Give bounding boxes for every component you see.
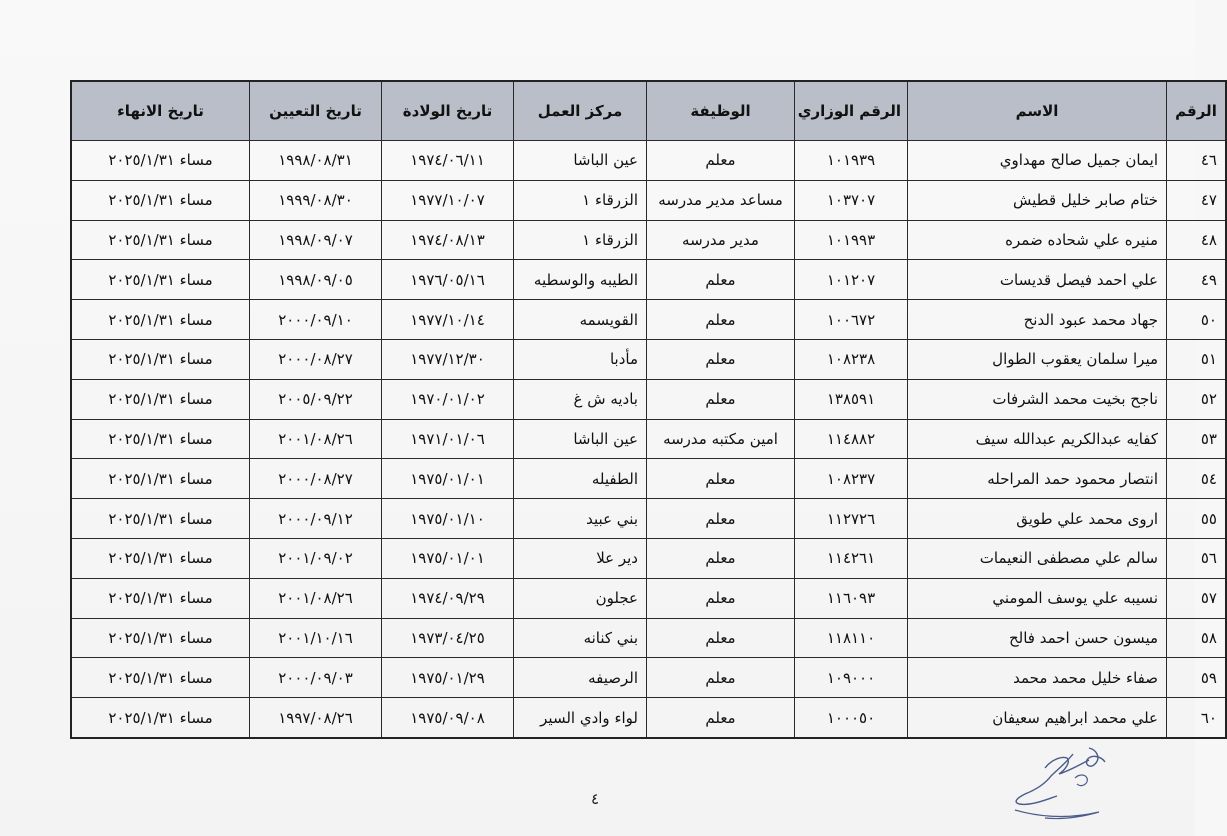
cell-end-date: مساء ٢٠٢٥/١/٣١	[71, 220, 250, 260]
cell-end-date: مساء ٢٠٢٥/١/٣١	[71, 260, 250, 300]
cell-birth-date: ١٩٧٥/٠١/٠١	[382, 538, 514, 578]
table-body	[71, 141, 1226, 738]
cell-ministry-no: ١٠٨٢٣٧	[795, 459, 908, 499]
cell-appointment-date: ١٩٩٨/٠٨/٣١	[250, 141, 382, 181]
cell-ministry-no: ١١٤٨٨٢	[795, 419, 908, 459]
cell-num: ٥٥	[1167, 499, 1227, 539]
cell-job: امين مكتبه مدرسه	[647, 419, 795, 459]
cell-job: معلم	[647, 658, 795, 698]
cell-job: معلم	[647, 698, 795, 738]
cell-appointment-date: ١٩٩٩/٠٨/٣٠	[250, 180, 382, 220]
table-row	[71, 618, 1226, 658]
table-row	[71, 260, 1226, 300]
cell-job: معلم	[647, 300, 795, 340]
cell-num: ٥٦	[1167, 538, 1227, 578]
cell-appointment-date: ٢٠٠١/٠٩/٠٢	[250, 538, 382, 578]
table-row	[71, 698, 1226, 738]
cell-end-date: مساء ٢٠٢٥/١/٣١	[71, 698, 250, 738]
cell-job: معلم	[647, 538, 795, 578]
cell-name: انتصار محمود حمد المراحله	[908, 459, 1167, 499]
cell-appointment-date: ٢٠٠٠/٠٩/١٢	[250, 499, 382, 539]
table-row	[71, 658, 1226, 698]
cell-work-center: مأدبا	[514, 339, 647, 379]
cell-birth-date: ١٩٧٥/٠٩/٠٨	[382, 698, 514, 738]
cell-ministry-no: ١١٦٠٩٣	[795, 578, 908, 618]
cell-birth-date: ١٩٧٣/٠٤/٢٥	[382, 618, 514, 658]
cell-num: ٥٢	[1167, 379, 1227, 419]
cell-birth-date: ١٩٧٤/٠٩/٢٩	[382, 578, 514, 618]
cell-appointment-date: ٢٠٠٠/٠٨/٢٧	[250, 459, 382, 499]
cell-ministry-no: ١٠٩٠٠٠	[795, 658, 908, 698]
cell-job: معلم	[647, 379, 795, 419]
table-row	[71, 220, 1226, 260]
cell-job: معلم	[647, 618, 795, 658]
cell-job: معلم	[647, 459, 795, 499]
cell-end-date: مساء ٢٠٢٥/١/٣١	[71, 339, 250, 379]
cell-birth-date: ١٩٧٥/٠١/٠١	[382, 459, 514, 499]
cell-ministry-no: ١١٢٧٢٦	[795, 499, 908, 539]
cell-appointment-date: ٢٠٠١/١٠/١٦	[250, 618, 382, 658]
table-row	[71, 499, 1226, 539]
cell-name: ميسون حسن احمد فالح	[908, 618, 1167, 658]
handwritten-signature	[1005, 740, 1115, 825]
cell-ministry-no: ١٠١٩٩٣	[795, 220, 908, 260]
table-header	[71, 81, 1226, 141]
cell-birth-date: ١٩٧٠/٠١/٠٢	[382, 379, 514, 419]
cell-birth-date: ١٩٧٥/٠١/١٠	[382, 499, 514, 539]
cell-work-center: عين الباشا	[514, 419, 647, 459]
cell-job: مساعد مدير مدرسه	[647, 180, 795, 220]
cell-end-date: مساء ٢٠٢٥/١/٣١	[71, 578, 250, 618]
cell-birth-date: ١٩٧٥/٠١/٢٩	[382, 658, 514, 698]
cell-name: جهاد محمد عبود الدنح	[908, 300, 1167, 340]
table-row	[71, 419, 1226, 459]
cell-birth-date: ١٩٧٤/٠٨/١٣	[382, 220, 514, 260]
cell-work-center: الزرقاء ١	[514, 220, 647, 260]
cell-end-date: مساء ٢٠٢٥/١/٣١	[71, 180, 250, 220]
header-birth-date: تاريخ الولادة	[382, 81, 514, 141]
cell-end-date: مساء ٢٠٢٥/١/٣١	[71, 141, 250, 181]
cell-work-center: لواء وادي السير	[514, 698, 647, 738]
cell-num: ٥٩	[1167, 658, 1227, 698]
cell-appointment-date: ٢٠٠٥/٠٩/٢٢	[250, 379, 382, 419]
cell-name: كفايه عبدالكريم عبدالله سيف	[908, 419, 1167, 459]
cell-name: صفاء خليل محمد محمد	[908, 658, 1167, 698]
cell-appointment-date: ١٩٩٧/٠٨/٢٦	[250, 698, 382, 738]
page-number: ٤	[590, 790, 600, 808]
cell-job: مدير مدرسه	[647, 220, 795, 260]
cell-num: ٤٨	[1167, 220, 1227, 260]
table-row	[71, 339, 1226, 379]
header-row	[71, 81, 1226, 141]
cell-appointment-date: ١٩٩٨/٠٩/٠٥	[250, 260, 382, 300]
cell-ministry-no: ١١٤٢٦١	[795, 538, 908, 578]
table-row	[71, 300, 1226, 340]
cell-ministry-no: ١٠٣٧٠٧	[795, 180, 908, 220]
cell-num: ٤٦	[1167, 141, 1227, 181]
cell-birth-date: ١٩٧١/٠١/٠٦	[382, 419, 514, 459]
employees-table	[70, 80, 1227, 739]
cell-work-center: دير علا	[514, 538, 647, 578]
cell-num: ٥٠	[1167, 300, 1227, 340]
cell-appointment-date: ٢٠٠١/٠٨/٢٦	[250, 419, 382, 459]
cell-work-center: عين الباشا	[514, 141, 647, 181]
cell-birth-date: ١٩٧٦/٠٥/١٦	[382, 260, 514, 300]
cell-appointment-date: ٢٠٠٠/٠٨/٢٧	[250, 339, 382, 379]
cell-num: ٥٤	[1167, 459, 1227, 499]
cell-work-center: الزرقاء ١	[514, 180, 647, 220]
cell-ministry-no: ١٣٨٥٩١	[795, 379, 908, 419]
cell-name: علي احمد فيصل قديسات	[908, 260, 1167, 300]
cell-ministry-no: ١٠٠٦٧٢	[795, 300, 908, 340]
table-row	[71, 141, 1226, 181]
cell-ministry-no: ١٠١٢٠٧	[795, 260, 908, 300]
cell-end-date: مساء ٢٠٢٥/١/٣١	[71, 499, 250, 539]
cell-num: ٥١	[1167, 339, 1227, 379]
cell-end-date: مساء ٢٠٢٥/١/٣١	[71, 379, 250, 419]
cell-work-center: بني كنانه	[514, 618, 647, 658]
cell-ministry-no: ١٠٨٢٣٨	[795, 339, 908, 379]
cell-work-center: بني عبيد	[514, 499, 647, 539]
cell-name: منيره علي شحاده ضمره	[908, 220, 1167, 260]
header-job: الوظيفة	[647, 81, 795, 141]
cell-name: ايمان جميل صالح مهداوي	[908, 141, 1167, 181]
cell-ministry-no: ١١٨١١٠	[795, 618, 908, 658]
cell-num: ٥٣	[1167, 419, 1227, 459]
cell-name: ناجح بخيت محمد الشرفات	[908, 379, 1167, 419]
cell-work-center: الطفيله	[514, 459, 647, 499]
header-name: الاسم	[908, 81, 1167, 141]
cell-num: ٥٨	[1167, 618, 1227, 658]
cell-job: معلم	[647, 578, 795, 618]
cell-work-center: القويسمه	[514, 300, 647, 340]
cell-num: ٤٩	[1167, 260, 1227, 300]
cell-num: ٥٧	[1167, 578, 1227, 618]
cell-num: ٤٧	[1167, 180, 1227, 220]
cell-work-center: باديه ش غ	[514, 379, 647, 419]
cell-end-date: مساء ٢٠٢٥/١/٣١	[71, 658, 250, 698]
cell-end-date: مساء ٢٠٢٥/١/٣١	[71, 459, 250, 499]
header-num: الرقم	[1167, 81, 1227, 141]
header-end-date: تاريخ الانهاء	[71, 81, 250, 141]
cell-ministry-no: ١٠٠٠٥٠	[795, 698, 908, 738]
cell-appointment-date: ٢٠٠٠/٠٩/١٠	[250, 300, 382, 340]
cell-work-center: عجلون	[514, 578, 647, 618]
cell-name: سالم علي مصطفى النعيمات	[908, 538, 1167, 578]
cell-work-center: الطيبه والوسطيه	[514, 260, 647, 300]
cell-name: ميرا سلمان يعقوب الطوال	[908, 339, 1167, 379]
cell-ministry-no: ١٠١٩٣٩	[795, 141, 908, 181]
cell-job: معلم	[647, 499, 795, 539]
table-row	[71, 538, 1226, 578]
cell-job: معلم	[647, 141, 795, 181]
cell-num: ٦٠	[1167, 698, 1227, 738]
table-row	[71, 379, 1226, 419]
cell-birth-date: ١٩٧٧/١٢/٣٠	[382, 339, 514, 379]
header-ministry-no: الرقم الوزاري	[795, 81, 908, 141]
cell-appointment-date: ٢٠٠٠/٠٩/٠٣	[250, 658, 382, 698]
cell-end-date: مساء ٢٠٢٥/١/٣١	[71, 618, 250, 658]
header-work-center: مركز العمل	[514, 81, 647, 141]
table-row	[71, 180, 1226, 220]
cell-job: معلم	[647, 260, 795, 300]
table-row	[71, 578, 1226, 618]
cell-name: اروى محمد علي طويق	[908, 499, 1167, 539]
cell-appointment-date: ٢٠٠١/٠٨/٢٦	[250, 578, 382, 618]
cell-work-center: الرصيفه	[514, 658, 647, 698]
cell-end-date: مساء ٢٠٢٥/١/٣١	[71, 419, 250, 459]
cell-birth-date: ١٩٧٤/٠٦/١١	[382, 141, 514, 181]
cell-end-date: مساء ٢٠٢٥/١/٣١	[71, 300, 250, 340]
header-appointment-date: تاريخ التعيين	[250, 81, 382, 141]
cell-name: نسيبه علي يوسف المومني	[908, 578, 1167, 618]
table-row	[71, 459, 1226, 499]
cell-birth-date: ١٩٧٧/١٠/٠٧	[382, 180, 514, 220]
cell-birth-date: ١٩٧٧/١٠/١٤	[382, 300, 514, 340]
cell-name: علي محمد ابراهيم سعيفان	[908, 698, 1167, 738]
cell-name: ختام صابر خليل قطيش	[908, 180, 1167, 220]
cell-appointment-date: ١٩٩٨/٠٩/٠٧	[250, 220, 382, 260]
cell-end-date: مساء ٢٠٢٥/١/٣١	[71, 538, 250, 578]
cell-job: معلم	[647, 339, 795, 379]
